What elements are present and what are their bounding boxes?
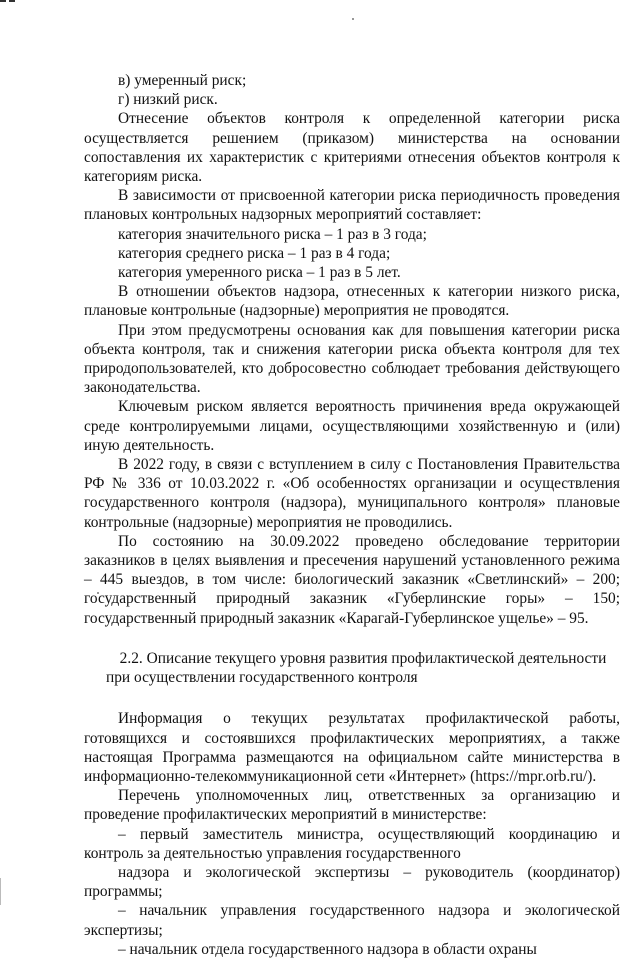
- list-item-first-deputy: – первый заместитель министра, осуществляющий координацию и контроль за деятельностью управления государственного: [84, 825, 620, 862]
- list-item-significant-risk: категория значительного риска – 1 раз в 3 года;: [118, 225, 427, 243]
- paragraph-responsible-list: Перечень уполномоченных лиц, ответственных за организацию и проведение профилактических мероприятий в министерстве:: [84, 787, 620, 824]
- scan-edge-line: [0, 878, 1, 905]
- document-page: [84, 71, 620, 959]
- paragraph-risk-assignment: Отнесение объектов контроля к определенной категории риска осуществляется решением (приказом) министерства на основании сопоставления их характеристик с критериями отнесения объектов контроля к категориям риска.: [84, 110, 620, 186]
- paragraph-low-risk: В отношении объектов надзора, отнесенных к категории низкого риска, плановые контрольные (надзорные) мероприятия не проводятся.: [84, 283, 620, 320]
- paragraph-information: Информация о текущих результатах профилактической работы, готовящихся и состоявшихся профилактических мероприятиях, а также настоящая Программа размещаются на официальном сайте министерства в информационно-телекоммуникационной сети «Интернет» (https://mpr.orb.ru/).: [84, 710, 620, 785]
- scan-speck: [352, 18, 354, 20]
- list-item-medium-risk: категория среднего риска – 1 раз в 4 года;: [118, 244, 391, 262]
- paragraph-key-risk: Ключевым риском является вероятность причинения вреда окружающей среде контролируемыми лицами, осуществляющими хозяйственную и (или) иную деятельность.: [84, 398, 620, 454]
- paragraph-survey: По состоянию на 30.09.2022 проведено обследование территории заказников в целях выявления и пресечения нарушений установленного режима – 445 выездов, в том числе: биологический заказник «Светлинский» – 200; государственный природный заказник «Губерлинские горы» – 150; государственный природный заказник «Карагай-Губерлинское ущелье» – 95.: [84, 532, 620, 627]
- list-item-head-of-department: – начальник управления государственного надзора и экологической экспертизы;: [84, 902, 620, 939]
- section-heading: 2.2. Описание текущего уровня развития профилактической деятельности при осуществлении государственного контроля: [106, 649, 607, 687]
- list-item-low-risk: г) низкий риск.: [118, 91, 218, 109]
- paragraph-inspection-frequency: В зависимости от присвоенной категории риска периодичность проведения плановых контрольных надзорных мероприятий составляет:: [84, 187, 620, 224]
- list-item-moderate-risk-frequency: категория умеренного риска – 1 раз в 5 лет.: [118, 264, 401, 282]
- list-item-head-of-division: – начальник отдела государственного надзора в области охраны: [118, 940, 537, 958]
- list-item-moderate-risk: в) умеренный риск;: [118, 72, 247, 89]
- paragraph-2022: В 2022 году, в связи с вступлением в силу с Постановления Правительства РФ № 336 от 10.03.2022 г. «Об особенностях организации и осуществления государственного контроля (надзора), муниципального контроля» плановые контрольные (надзорные) мероприятия не проводились.: [84, 456, 620, 531]
- list-item-first-deputy-cont: надзора и экологической экспертизы – руководитель (координатор) программы;: [84, 863, 620, 901]
- scan-corner-mark: [0, 0, 30, 6]
- paragraph-risk-change: При этом предусмотрены основания как для повышения категории риска объекта контроля, так и снижения категории риска объекта контроля для тех природопользователей, кто добросовестно соблюдает требования действующего законодательства.: [84, 321, 620, 397]
